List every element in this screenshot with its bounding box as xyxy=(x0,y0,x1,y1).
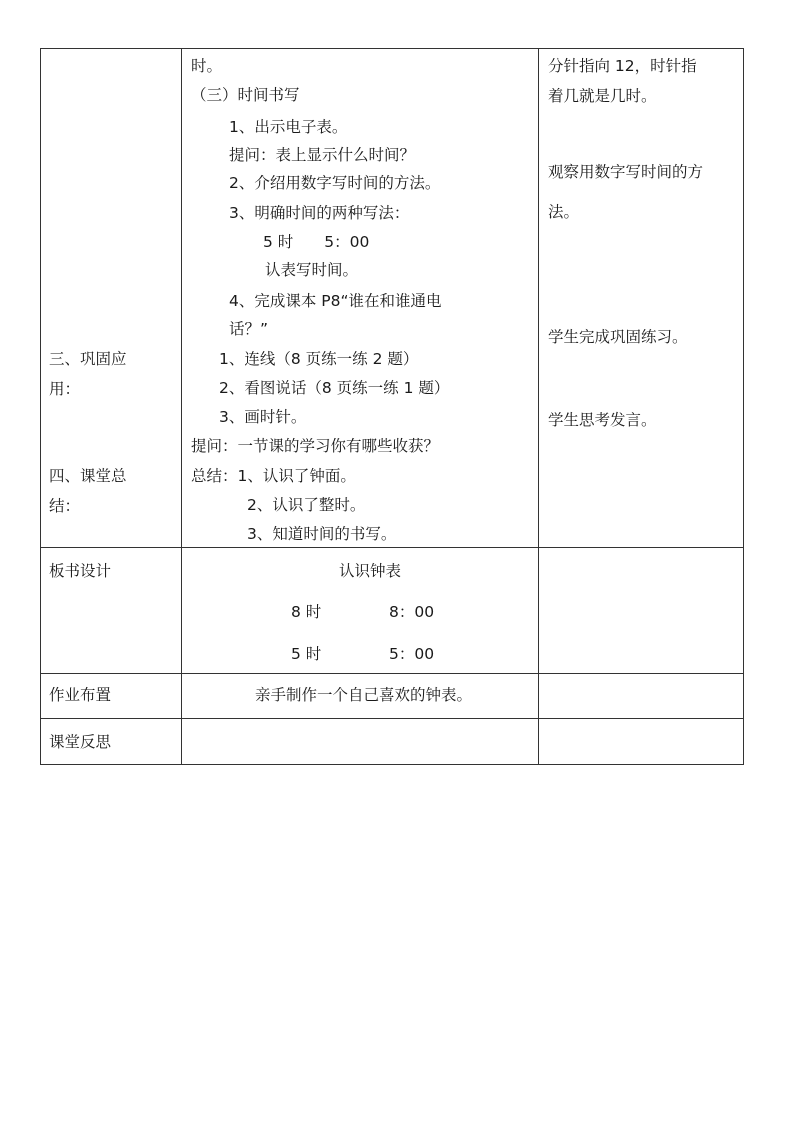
reflection-label: 课堂反思 xyxy=(49,733,112,751)
section-3-title-line1: 三、巩固应 xyxy=(49,350,127,368)
content-line: 2、看图说话（8 页练一练 1 题） xyxy=(219,379,450,397)
board-row1-hours: 8 时 xyxy=(291,603,322,621)
content-line: 3、知道时间的书写。 xyxy=(247,525,397,543)
board-title: 认识钟表 xyxy=(339,562,402,580)
content-line: 认表写时间。 xyxy=(265,261,359,279)
row-divider-2 xyxy=(41,673,743,674)
content-line: 3、明确时间的两种写法： xyxy=(229,204,410,222)
content-line: 1、出示电子表。 xyxy=(229,118,348,136)
content-line: 2、介绍用数字写时间的方法。 xyxy=(229,174,441,192)
content-line: 提问：表上显示什么时间？ xyxy=(229,146,416,164)
content-line: 1、连线（8 页练一练 2 题） xyxy=(219,350,419,368)
board-row2-hours: 5 时 xyxy=(291,645,322,663)
homework-content: 亲手制作一个自己喜欢的钟表。 xyxy=(255,686,473,704)
column-divider-1 xyxy=(181,49,182,764)
content-line: （三）时间书写 xyxy=(191,86,300,104)
board-row2-digital: 5：00 xyxy=(389,645,435,663)
content-line: 总结：1、认识了钟面。 xyxy=(191,467,356,485)
section-4-title-line1: 四、课堂总 xyxy=(49,467,127,485)
board-design-label: 板书设计 xyxy=(49,562,112,580)
content-line: 4、完成课本 P8“谁在和谁通电 xyxy=(229,292,442,310)
content-line: 提问：一节课的学习你有哪些收获？ xyxy=(191,437,440,455)
student-activity-line: 观察用数字写时间的方 xyxy=(548,163,704,181)
student-activity-line: 着几就是几时。 xyxy=(548,87,657,105)
content-line: 5 时 5：00 xyxy=(263,233,370,251)
board-row1-digital: 8：00 xyxy=(389,603,435,621)
content-line: 话？” xyxy=(229,320,269,338)
section-4-title-line2: 结： xyxy=(49,497,81,515)
row-divider-3 xyxy=(41,718,743,719)
column-divider-2 xyxy=(538,49,539,764)
student-activity-line: 分针指向 12，时针指 xyxy=(548,57,697,75)
section-3-title-line2: 用： xyxy=(49,380,81,398)
homework-label: 作业布置 xyxy=(49,686,112,704)
student-activity-line: 法。 xyxy=(548,203,580,221)
content-line: 2、认识了整时。 xyxy=(247,496,366,514)
row-divider-1 xyxy=(41,547,743,548)
student-activity-line: 学生完成巩固练习。 xyxy=(548,328,688,346)
content-line: 3、画时针。 xyxy=(219,408,307,426)
lesson-plan-table xyxy=(40,48,744,765)
student-activity-line: 学生思考发言。 xyxy=(548,411,657,429)
content-line: 时。 xyxy=(191,57,223,75)
